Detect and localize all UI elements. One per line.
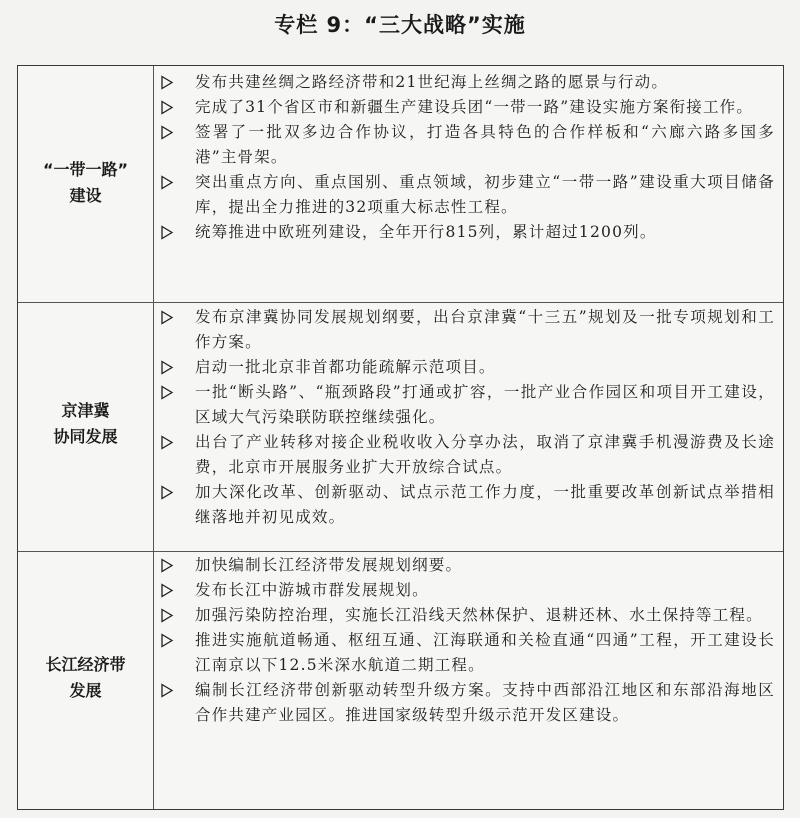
list-item — [158, 678, 775, 728]
item-text: 完成了31个省区市和新疆生产建设兵团“一带一路”建设实施方案衔接工作。 — [195, 98, 754, 116]
item-text: 加强污染防控治理，实施长江沿线天然林保护、退耕还林、水土保持等工程。 — [195, 606, 763, 624]
arrow-bullet-icon — [160, 578, 176, 603]
arrow-bullet-icon — [160, 380, 176, 405]
item-text: 签署了一批双多边合作协议，打造各具特色的合作样板和“六廊六路多国多港”主骨架。 — [195, 123, 775, 166]
page-title: 专栏 9：“三大战略”实施 — [274, 13, 526, 37]
section-jingjinji — [18, 302, 783, 548]
list-item — [158, 170, 775, 220]
item-text: 启动一批北京非首都功能疏解示范项目。 — [195, 358, 496, 376]
item-text: 发布共建丝绸之路经济带和21世纪海上丝绸之路的愿景与行动。 — [195, 73, 669, 91]
section-label-line: 发展 — [69, 681, 102, 700]
arrow-bullet-icon — [160, 70, 176, 95]
arrow-bullet-icon — [160, 95, 176, 120]
section-label-line: 协同发展 — [53, 427, 118, 446]
item-text: 一批“断头路”、“瓶颈路段”打通或扩容，一批产业合作园区和项目开工建设，区域大气污染联防联控继续强化。 — [195, 383, 775, 426]
strategy-table — [17, 65, 784, 810]
section-belt-and-road — [18, 66, 783, 311]
arrow-bullet-icon — [160, 305, 176, 330]
list-item — [158, 430, 775, 480]
item-text: 统筹推进中欧班列建设，全年开行815列，累计超过1200列。 — [195, 223, 657, 241]
arrow-bullet-icon — [160, 480, 176, 505]
section-label — [18, 398, 153, 450]
section-yangtze-economic-belt — [18, 551, 783, 810]
list-item — [158, 628, 775, 678]
list-item — [158, 480, 775, 530]
section-label-line: 长江经济带 — [45, 655, 126, 674]
arrow-bullet-icon — [160, 355, 176, 380]
arrow-bullet-icon — [160, 678, 176, 703]
list-item — [158, 305, 775, 355]
arrow-bullet-icon — [160, 430, 176, 455]
section-label-line: 京津冀 — [61, 401, 110, 420]
list-item — [158, 95, 775, 120]
section-label-line: 建设 — [69, 186, 102, 205]
list-item — [158, 553, 775, 578]
item-text: 出台了产业转移对接企业税收收入分享办法，取消了京津冀手机漫游费及长途费，北京市开展服务业扩大开放综合试点。 — [195, 433, 775, 476]
item-text: 加大深化改革、创新驱动、试点示范工作力度，一批重要改革创新试点举措相继落地并初见成效。 — [195, 483, 775, 526]
list-item — [158, 380, 775, 430]
list-item — [158, 70, 775, 95]
list-item — [158, 120, 775, 170]
item-text: 加快编制长江经济带发展规划纲要。 — [195, 556, 463, 574]
arrow-bullet-icon — [160, 628, 176, 653]
item-text: 发布京津冀协同发展规划纲要，出台京津冀“十三五”规划及一批专项规划和工作方案。 — [195, 308, 775, 351]
list-item — [158, 603, 775, 628]
section-label — [18, 157, 153, 209]
arrow-bullet-icon — [160, 220, 176, 245]
arrow-bullet-icon — [160, 603, 176, 628]
arrow-bullet-icon — [160, 553, 176, 578]
item-text: 推进实施航道畅通、枢纽互通、江海联通和关检直通“四通”工程，开工建设长江南京以下12.5米深水航道二期工程。 — [195, 631, 775, 674]
section-label-line: “一带一路” — [42, 160, 129, 179]
list-item — [158, 355, 775, 380]
arrow-bullet-icon — [160, 120, 176, 145]
arrow-bullet-icon — [160, 170, 176, 195]
item-text: 编制长江经济带创新驱动转型升级方案。支持中西部沿江地区和东部沿海地区合作共建产业园区。推进国家级转型升级示范开发区建设。 — [195, 681, 775, 724]
list-item — [158, 220, 775, 245]
section-label — [18, 652, 153, 704]
list-item — [158, 578, 775, 603]
item-text: 发布长江中游城市群发展规划。 — [195, 581, 429, 599]
item-text: 突出重点方向、重点国别、重点领域，初步建立“一带一路”建设重大项目储备库，提出全力推进的32项重大标志性工程。 — [195, 173, 775, 216]
